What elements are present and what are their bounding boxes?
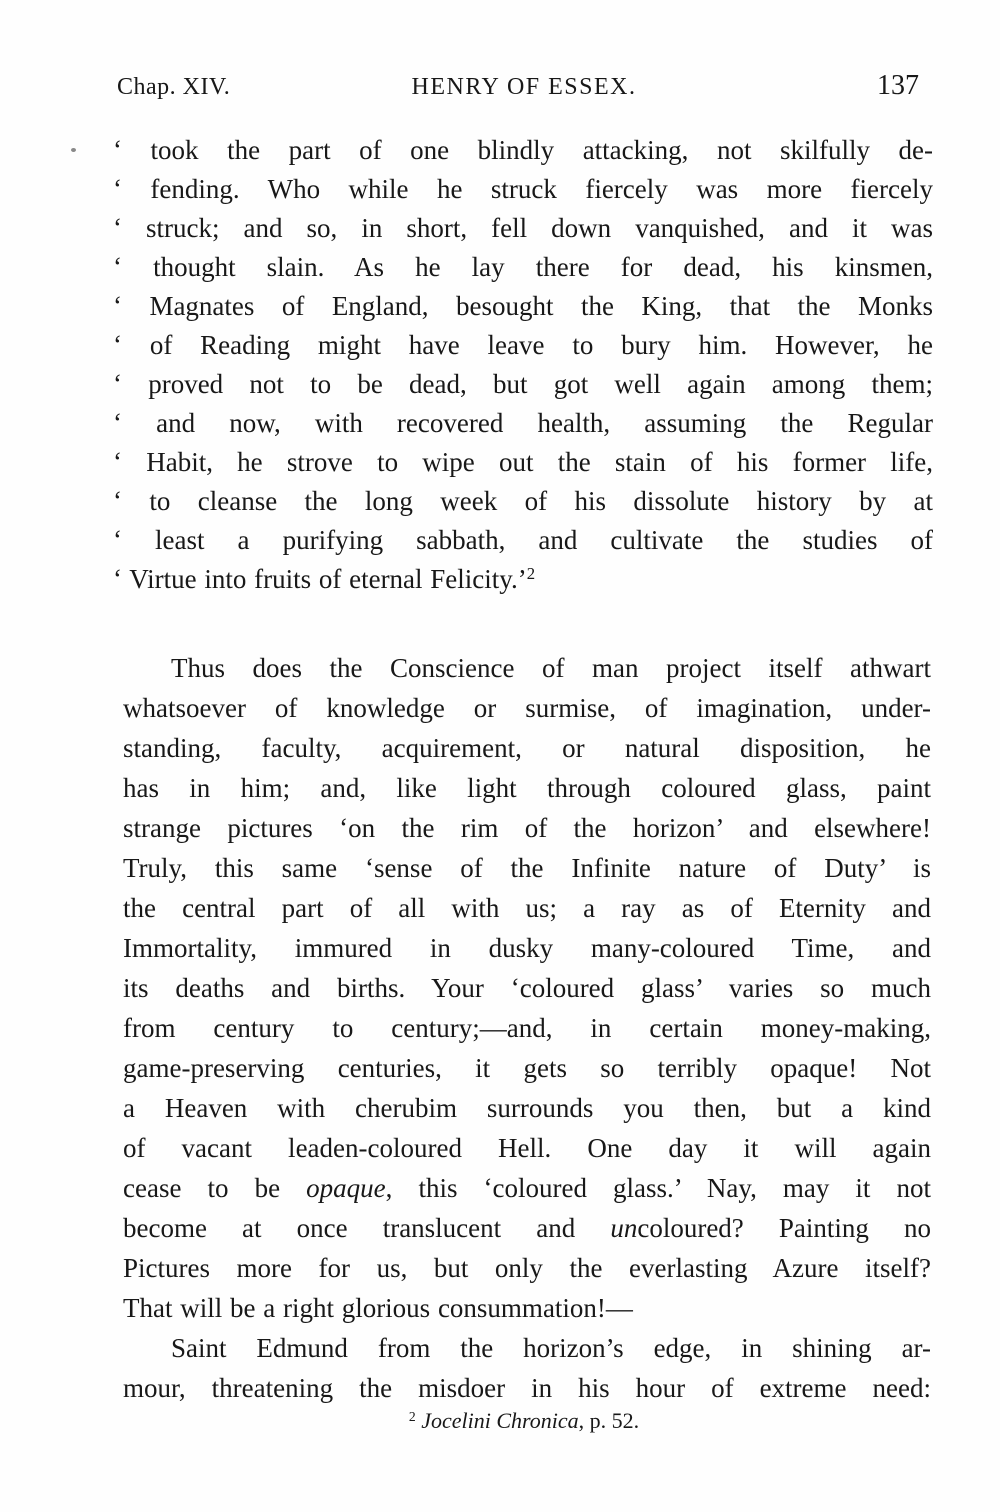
text-line: Truly, this same ‘sense of the Infinite nature of Duty’ is — [123, 853, 931, 883]
body-text — [123, 648, 931, 1408]
text-line: a Heaven with cherubim surrounds you then, but a kind — [123, 1093, 931, 1123]
text-line: Thus does the Conscience of man project itself athwart — [171, 653, 931, 683]
text-line: become at once translucent and uncoloured? Painting no — [123, 1213, 931, 1243]
text-line: ‘ struck; and so, in short, fell down vanquished, and it was — [113, 213, 933, 243]
text-line: ‘ Habit, he strove to wipe out the stain of his former life, — [113, 447, 933, 477]
block-quote — [113, 131, 933, 599]
text-line: standing, faculty, acquirement, or natural disposition, he — [123, 733, 931, 763]
text-line: ‘ least a purifying sabbath, and cultivate the studies of — [113, 525, 933, 555]
text-line: has in him; and, like light through coloured glass, paint — [123, 773, 931, 803]
text-line: ‘ thought slain. As he lay there for dead, his kinsmen, — [113, 252, 933, 282]
paragraph-saint-edmund — [123, 1328, 931, 1408]
text-line: ‘ Magnates of England, besought the King, that the Monks — [113, 291, 933, 321]
text-line: ‘ of Reading might have leave to bury him. However, he — [113, 330, 933, 360]
text-line: mour, threatening the misdoer in his hour of extreme need: — [123, 1373, 931, 1403]
text-line: game-preserving centuries, it gets so terribly opaque! Not — [123, 1053, 931, 1083]
text-line: That will be a right glorious consummation!— — [123, 1293, 633, 1323]
footnote-text: $^2$ Jocelini Chronica, p. 52. — [408, 1408, 640, 1433]
text-line: ‘ proved not to be dead, but got well again among them; — [113, 369, 933, 399]
text-line: its deaths and births. Your ‘coloured glass’ varies so much — [123, 973, 931, 1003]
text-line: cease to be opaque, this ‘coloured glass.’ Nay, may it not — [123, 1173, 932, 1203]
text-line: ‘ fending. Who while he struck fiercely was more fiercely — [113, 174, 933, 204]
text-line: the central part of all with us; a ray as of Eternity and — [123, 893, 931, 923]
page-number: 137 — [877, 70, 919, 101]
text-line: ‘ Virtue into fruits of eternal Felicity.’$^2$ — [113, 563, 536, 594]
footnote — [115, 1406, 933, 1436]
chapter-label: Chap. XIV. — [117, 74, 231, 100]
text-line: from century to century;—and, in certain money-making, — [123, 1013, 931, 1043]
text-line: of vacant leaden-coloured Hell. One day it will again — [123, 1133, 931, 1163]
text-line: whatsoever of knowledge or surmise, of imagination, under- — [123, 693, 931, 723]
text-line: Immortality, immured in dusky many-coloured Time, and — [123, 933, 931, 963]
text-line: Pictures more for us, but only the everlasting Azure itself? — [123, 1253, 931, 1283]
text-line: ‘ took the part of one blindly attacking, not skilfully de- — [113, 135, 933, 165]
paragraph-conscience — [123, 648, 931, 1328]
scan-speck — [71, 148, 76, 152]
text-line: strange pictures ‘on the rim of the horizon’ and elsewhere! — [123, 813, 931, 843]
text-line: Saint Edmund from the horizon’s edge, in shining ar- — [171, 1333, 931, 1363]
running-header — [115, 68, 933, 102]
text-line: ‘ to cleanse the long week of his dissolute history by at — [113, 486, 933, 516]
text-line: ‘ and now, with recovered health, assuming the Regular — [113, 408, 933, 438]
running-title: HENRY OF ESSEX. — [411, 74, 637, 100]
